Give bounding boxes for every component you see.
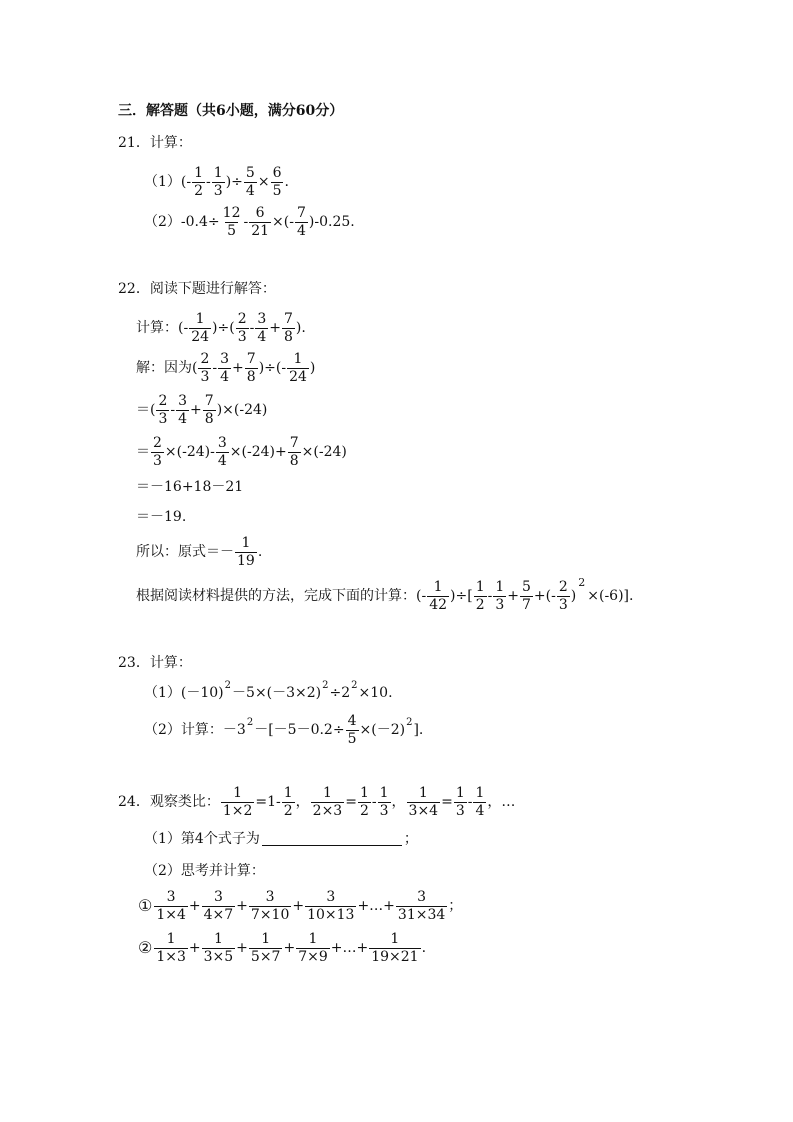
text: －5×(－3×2) xyxy=(232,685,322,701)
denominator: 5×7 xyxy=(250,948,281,965)
fraction xyxy=(282,312,295,344)
denominator: 2 xyxy=(359,802,369,819)
denominator: 3 xyxy=(379,802,389,819)
q24-series-2 xyxy=(138,932,426,964)
text: )×(-24) xyxy=(216,402,268,419)
fraction xyxy=(192,166,205,198)
text: 根据阅读材料提供的方法，完成下面的计算：(- xyxy=(136,588,427,605)
fraction xyxy=(154,890,188,922)
q22-task xyxy=(136,575,634,613)
operator: - xyxy=(487,588,493,605)
text: ； xyxy=(448,898,463,915)
text: . xyxy=(284,174,289,191)
q22-solution-result xyxy=(136,536,262,568)
text: ； xyxy=(403,831,418,847)
operator: - xyxy=(170,402,176,419)
exponent: 2 xyxy=(578,575,586,589)
operator: + xyxy=(283,940,296,957)
answer-blank[interactable] xyxy=(262,833,402,846)
denominator: 8 xyxy=(284,328,293,345)
denominator: 24 xyxy=(191,328,210,345)
operator: × xyxy=(257,174,270,191)
text: )÷(- xyxy=(258,360,287,377)
fraction xyxy=(236,312,249,344)
q23-part2 xyxy=(144,714,423,746)
denominator: 4 xyxy=(475,802,485,819)
numerator: 1 xyxy=(379,785,389,801)
fraction xyxy=(396,890,447,922)
section-title: 三．解答题（共6小题，满分60分） xyxy=(118,103,344,119)
text: =1- xyxy=(255,794,281,811)
q23-title: 23．计算： xyxy=(118,655,192,671)
text: ) xyxy=(570,588,577,605)
denominator: 3 xyxy=(153,452,162,469)
denominator: 3 xyxy=(237,328,247,345)
numerator: 5 xyxy=(245,165,255,181)
numerator: 3 xyxy=(178,393,188,409)
operator: - xyxy=(243,214,249,231)
numerator: 2 xyxy=(200,351,210,367)
denominator: 7×10 xyxy=(250,906,290,923)
denominator: 2 xyxy=(283,802,293,819)
q22-solution-line-5: ＝－19. xyxy=(136,509,187,525)
q22-solution-line-1 xyxy=(136,352,315,384)
text: )÷[ xyxy=(450,588,473,605)
q24-part1 xyxy=(144,832,418,846)
numerator: 7 xyxy=(284,311,293,327)
fraction xyxy=(473,786,486,818)
numerator: 5 xyxy=(522,579,531,595)
q21-part2 xyxy=(144,206,355,238)
numerator: 3 xyxy=(220,351,230,367)
text: 计算：(- xyxy=(136,320,189,337)
fraction xyxy=(154,932,188,964)
fraction xyxy=(474,580,487,612)
operator: +…+ xyxy=(357,898,395,915)
q23-part1 xyxy=(144,680,393,701)
q24-series-1 xyxy=(138,890,462,922)
text: )÷ xyxy=(225,174,243,191)
text: = xyxy=(441,794,453,811)
fraction xyxy=(358,786,371,818)
fraction xyxy=(305,890,356,922)
numerator: 2 xyxy=(558,579,568,595)
denominator: 2×3 xyxy=(312,802,343,819)
text: ×(-6)]. xyxy=(587,588,634,605)
fraction xyxy=(288,436,301,468)
operator: - xyxy=(249,320,255,337)
text: （2）计算：－3 xyxy=(144,722,246,739)
fraction xyxy=(202,932,236,964)
fraction xyxy=(202,890,236,922)
operator: - xyxy=(467,794,473,811)
denominator: 24 xyxy=(289,368,307,385)
numerator: 2 xyxy=(237,311,247,327)
exponent: 2 xyxy=(322,680,329,691)
numerator: 1 xyxy=(475,579,485,595)
text: ×(－2) xyxy=(359,722,406,739)
q24-title: 24．观察类比： xyxy=(118,794,220,811)
denominator: 21 xyxy=(251,222,270,239)
numerator: 3 xyxy=(257,311,267,327)
text: 所以：原式＝－ xyxy=(136,544,234,561)
text: . xyxy=(257,544,263,561)
q22-solution-line-2 xyxy=(136,394,267,426)
denominator: 4×7 xyxy=(203,906,234,923)
denominator: 10×13 xyxy=(307,906,355,923)
text: . xyxy=(421,940,427,957)
operator: + xyxy=(188,940,201,957)
denominator: 1×4 xyxy=(156,906,186,923)
operator: + xyxy=(292,898,305,915)
numerator: 1 xyxy=(261,931,271,947)
operator: + xyxy=(236,940,248,957)
operator: + xyxy=(507,588,519,605)
fraction xyxy=(203,394,216,426)
numerator: 1 xyxy=(455,785,465,801)
denominator: 2 xyxy=(475,596,485,613)
operator: + xyxy=(190,402,202,419)
fraction xyxy=(176,394,189,426)
text: )-0.25. xyxy=(308,214,355,231)
fraction xyxy=(235,536,257,568)
text: （1）(－10) xyxy=(144,685,224,701)
denominator: 3 xyxy=(213,182,223,199)
denominator: 5 xyxy=(227,222,237,239)
fraction xyxy=(346,714,359,746)
numerator: 1 xyxy=(293,351,303,367)
denominator: 1×2 xyxy=(222,802,253,819)
circled-one-icon: ① xyxy=(138,896,153,916)
numerator: 7 xyxy=(246,351,256,367)
q21-title: 21．计算： xyxy=(118,135,192,151)
fraction xyxy=(407,786,441,818)
numerator: 1 xyxy=(418,785,428,801)
fraction xyxy=(156,394,169,426)
numerator: 1 xyxy=(241,535,251,551)
operator: - xyxy=(206,174,211,191)
denominator: 2 xyxy=(194,182,204,199)
separator: ，… xyxy=(487,794,516,811)
numerator: 2 xyxy=(153,435,162,451)
text: -0.4÷ xyxy=(180,214,220,231)
fraction xyxy=(249,206,271,238)
denominator: 19 xyxy=(237,552,255,569)
denominator: 3 xyxy=(495,596,505,613)
numerator: 7 xyxy=(289,435,299,451)
denominator: 3 xyxy=(200,368,210,385)
numerator: 1 xyxy=(359,785,369,801)
denominator: 19×21 xyxy=(371,948,419,965)
fraction xyxy=(295,206,308,238)
operator: + xyxy=(236,898,248,915)
numerator: 1 xyxy=(322,785,332,801)
fraction xyxy=(249,890,291,922)
fraction xyxy=(212,166,225,198)
q24-part2: （2）思考并计算： xyxy=(144,863,265,879)
numerator: 12 xyxy=(222,205,241,221)
denominator: 4 xyxy=(245,182,255,199)
fraction xyxy=(151,436,164,468)
fraction xyxy=(557,580,570,612)
numerator: 1 xyxy=(308,931,318,947)
denominator: 5 xyxy=(272,182,282,199)
numerator: 2 xyxy=(158,393,168,409)
fraction xyxy=(221,206,243,238)
denominator: 4 xyxy=(296,222,306,239)
denominator: 8 xyxy=(246,368,256,385)
fraction xyxy=(218,352,231,384)
text: ＝( xyxy=(136,402,156,419)
fraction xyxy=(296,932,330,964)
text: （1）第4个式子为 xyxy=(144,831,260,847)
fraction xyxy=(216,436,229,468)
denominator: 4 xyxy=(178,410,188,427)
text: +(- xyxy=(533,588,556,605)
numerator: 3 xyxy=(265,889,275,905)
denominator: 3×4 xyxy=(408,802,439,819)
operator: + xyxy=(188,898,201,915)
text: ×(-24) xyxy=(301,444,347,461)
numerator: 3 xyxy=(213,889,223,905)
fraction xyxy=(189,312,211,344)
denominator: 5 xyxy=(347,730,357,747)
denominator: 3 xyxy=(158,410,168,427)
operator: +…+ xyxy=(330,940,369,957)
q24-observation xyxy=(118,786,515,818)
fraction xyxy=(427,580,449,612)
text: ×(- xyxy=(272,214,294,231)
text: ×(-24)- xyxy=(164,444,215,461)
numerator: 3 xyxy=(217,435,227,451)
denominator: 7 xyxy=(522,596,531,613)
exponent: 2 xyxy=(246,717,254,729)
numerator: 1 xyxy=(433,579,443,595)
fraction xyxy=(287,352,309,384)
fraction xyxy=(520,580,533,612)
q21-part1 xyxy=(144,166,289,198)
text: －[－5－0.2÷ xyxy=(254,722,345,739)
denominator: 8 xyxy=(204,410,214,427)
fraction xyxy=(245,352,258,384)
numerator: 1 xyxy=(283,785,293,801)
text: ×(-24)+ xyxy=(229,444,287,461)
numerator: 3 xyxy=(326,889,336,905)
operator: - xyxy=(212,360,218,377)
numerator: 7 xyxy=(296,205,306,221)
fraction xyxy=(493,580,506,612)
circled-two-icon: ② xyxy=(138,938,153,958)
text: ÷2 xyxy=(329,685,351,701)
denominator: 31×34 xyxy=(397,906,446,923)
denominator: 3 xyxy=(558,596,568,613)
operator: - xyxy=(371,794,377,811)
numerator: 1 xyxy=(233,785,243,801)
fraction xyxy=(198,352,211,384)
denominator: 3 xyxy=(455,802,465,819)
fraction xyxy=(378,786,391,818)
denominator: 4 xyxy=(220,368,230,385)
text: ) xyxy=(309,360,316,377)
text: ×10. xyxy=(358,685,393,701)
text: ]. xyxy=(413,722,424,739)
denominator: 1×3 xyxy=(156,948,186,965)
numerator: 6 xyxy=(255,205,265,221)
exponent: 2 xyxy=(406,717,413,729)
denominator: 42 xyxy=(429,596,448,613)
fraction xyxy=(282,786,295,818)
numerator: 6 xyxy=(272,165,282,181)
text: ＝ xyxy=(136,444,150,461)
q22-calc xyxy=(136,312,306,344)
q22-solution-line-4: ＝－16+18－21 xyxy=(136,479,244,495)
numerator: 1 xyxy=(195,311,205,327)
denominator: 3×5 xyxy=(203,948,234,965)
numerator: 1 xyxy=(194,165,204,181)
fraction xyxy=(244,166,257,198)
fraction xyxy=(271,166,284,198)
fraction xyxy=(454,786,467,818)
text: (- xyxy=(180,174,192,191)
numerator: 1 xyxy=(495,579,505,595)
numerator: 1 xyxy=(213,165,223,181)
numerator: 1 xyxy=(213,931,223,947)
exponent: 2 xyxy=(224,680,232,691)
numerator: 1 xyxy=(166,931,176,947)
separator: ， xyxy=(295,794,310,811)
numerator: 3 xyxy=(166,889,176,905)
numerator: 1 xyxy=(475,785,485,801)
text: 解：因为( xyxy=(136,360,198,377)
numerator: 1 xyxy=(390,931,400,947)
label: （1） xyxy=(144,174,181,191)
q22-solution-line-3 xyxy=(136,436,347,468)
exponent: 2 xyxy=(351,680,358,691)
denominator: 8 xyxy=(289,452,299,469)
q22-title: 22．阅读下题进行解答： xyxy=(118,281,276,297)
fraction xyxy=(369,932,420,964)
operator: + xyxy=(232,360,244,377)
numerator: 3 xyxy=(417,889,427,905)
fraction xyxy=(255,312,268,344)
fraction xyxy=(249,932,283,964)
denominator: 7×9 xyxy=(298,948,328,965)
text: = xyxy=(345,794,357,811)
fraction xyxy=(311,786,345,818)
text: )÷( xyxy=(212,320,235,337)
denominator: 4 xyxy=(257,328,267,345)
operator: + xyxy=(269,320,281,337)
separator: ， xyxy=(391,794,406,811)
denominator: 4 xyxy=(217,452,227,469)
label: （2） xyxy=(144,214,181,231)
fraction xyxy=(221,786,255,818)
numerator: 7 xyxy=(204,393,214,409)
numerator: 4 xyxy=(347,713,357,729)
text: ). xyxy=(295,320,306,337)
